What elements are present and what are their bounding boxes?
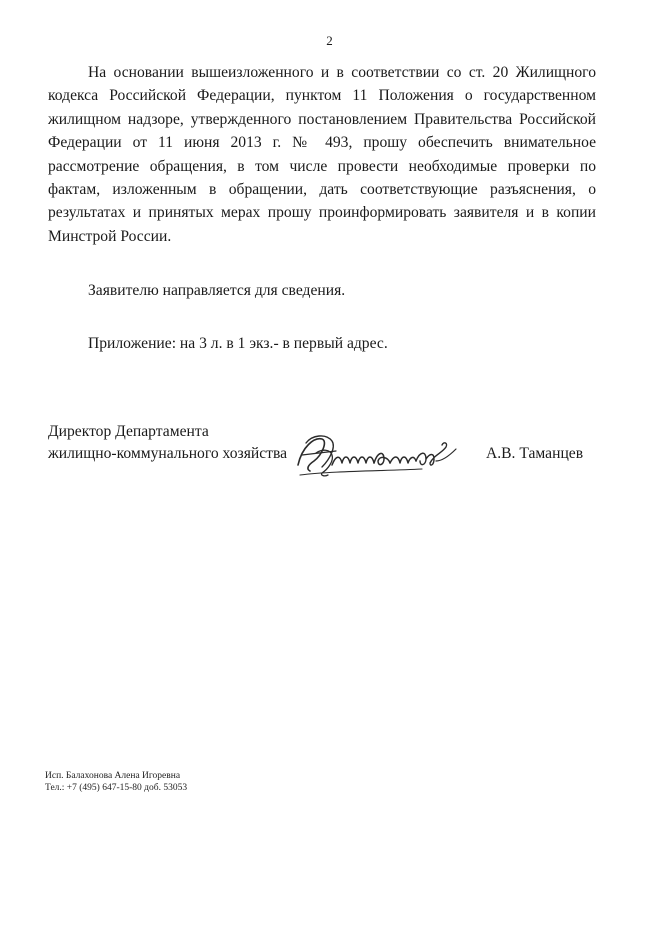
executor-phone: Тел.: +7 (495) 647-15-80 доб. 53053 [45, 783, 188, 793]
attachment-note: Приложение: на 3 л. в 1 экз.- в первый адрес. [88, 335, 388, 352]
signature-block [48, 421, 608, 481]
main-paragraph: На основании вышеизложенного и в соответствии со ст. 20 Жилищного кодекса Российской Федерации, пунктом 11 Положения о государственном жилищном надзоре, утвержденного постановлением Правительства Российской Федерации от 11 июня 2013 г. № 493, прошу обеспечить внимательное рассмотрение обращения, в том числе провести необходимые проверки по фактам, изложенным в обращении, дать соответствующие разъяснения, о результатах и принятых мерах прошу проинформировать заявителя и в копии Минстрой России. [48, 64, 596, 245]
signatory-title-line-1: Директор Департамента [48, 423, 209, 440]
signatory-name: А.В. Таманцев [486, 445, 584, 462]
handwritten-signature [292, 425, 472, 481]
executor-name: Исп. Балахонова Алена Игоревна [45, 771, 181, 781]
page-number: 2 [326, 33, 333, 48]
executor-info [45, 770, 187, 794]
applicant-note: Заявителю направляется для сведения. [88, 282, 346, 299]
signatory-title-line-2: жилищно-коммунального хозяйства [48, 445, 288, 462]
